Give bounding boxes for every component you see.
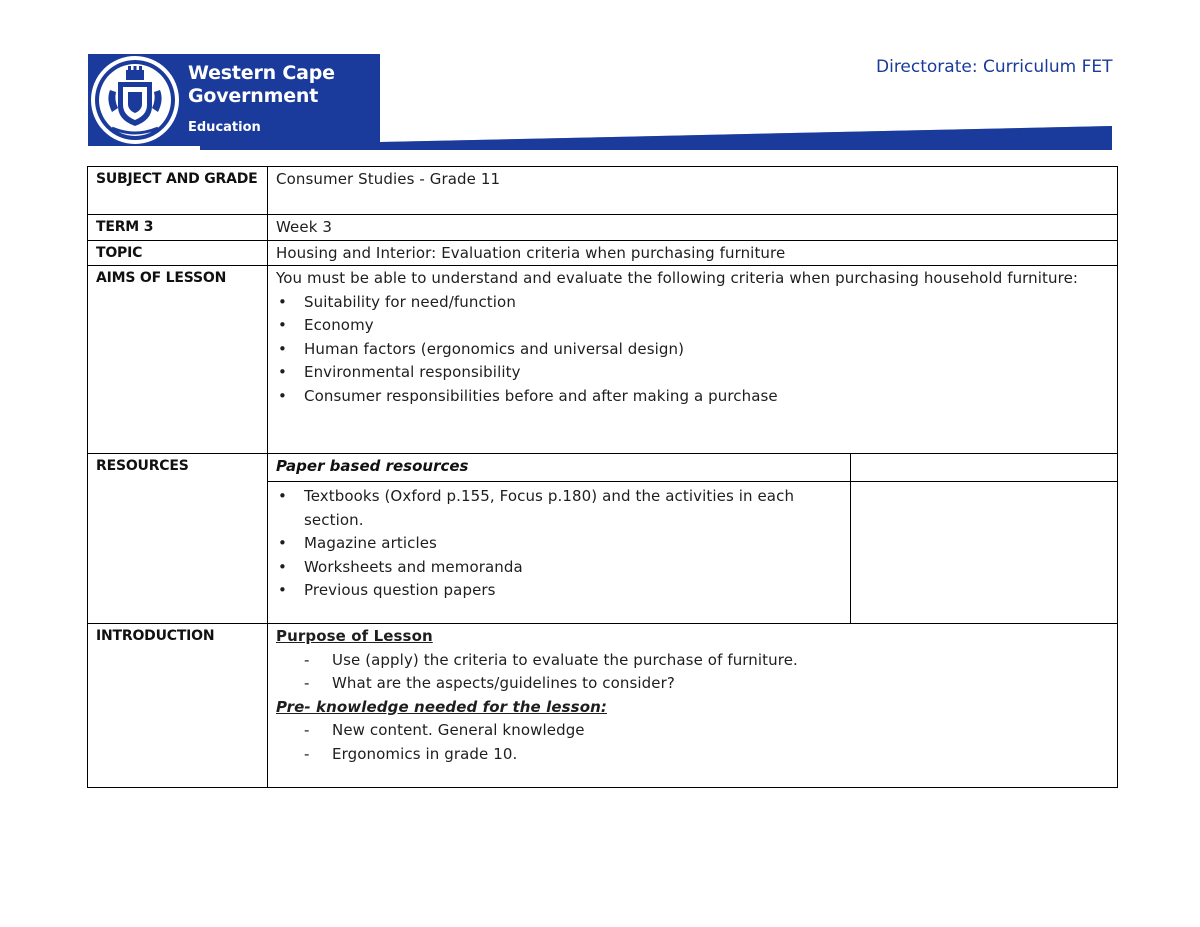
list-item: • Consumer responsibilities before and after making a purchase [276,385,1109,409]
subject-value: Consumer Studies - Grade 11 [268,167,1118,215]
purpose-list [276,649,1109,696]
list-item: • Suitability for need/function [276,291,1109,315]
resources-empty-cell [851,454,1117,482]
subject-label: SUBJECT AND GRADE [88,167,268,215]
document-header [0,0,1200,160]
coat-of-arms-icon [88,54,182,146]
directorate-label: Directorate: Curriculum FET [876,57,1113,77]
row-topic [88,240,1118,266]
resources-inner-table [268,454,1117,623]
topic-value: Housing and Interior: Evaluation criteria when purchasing furniture [268,240,1118,266]
purpose-heading: Purpose of Lesson [276,627,433,645]
aims-content [268,266,1118,454]
introduction-content [268,624,1118,788]
list-item: • Environmental responsibility [276,361,1109,385]
list-item: - Ergonomics in grade 10. [276,743,1109,767]
list-item: • Economy [276,314,1109,338]
topic-label: TOPIC [88,240,268,266]
list-item: • Textbooks (Oxford p.155, Focus p.180) and the activities in each section. [276,485,842,532]
row-introduction [88,624,1118,788]
row-subject [88,167,1118,215]
list-item: • Human factors (ergonomics and universal design) [276,338,1109,362]
aims-list [276,291,1109,409]
logo-subtitle: Education [188,120,261,135]
row-term [88,215,1118,241]
list-item: • Magazine articles [276,532,842,556]
resources-label: RESOURCES [88,454,268,624]
logo-title-line2: Government [188,85,319,107]
resources-list-cell [268,482,851,624]
list-item: • Previous question papers [276,579,842,603]
logo-title-line1: Western Cape [188,62,335,84]
term-value: Week 3 [268,215,1118,241]
list-item: - What are the aspects/guidelines to consider? [276,672,1109,696]
list-item: - New content. General knowledge [276,719,1109,743]
preknowledge-heading: Pre- knowledge needed for the lesson: [276,697,607,716]
aims-intro: You must be able to understand and evaluate the following criteria when purchasing household furniture: [276,269,1079,287]
list-item: - Use (apply) the criteria to evaluate the purchase of furniture. [276,649,1109,673]
resources-content [268,454,1118,624]
term-label: TERM 3 [88,215,268,241]
logo-title [188,62,335,108]
introduction-label: INTRODUCTION [88,624,268,788]
header-swoosh-bar [200,120,1112,152]
preknowledge-list [276,719,1109,766]
resources-heading: Paper based resources [268,454,851,482]
lesson-plan-table [87,166,1118,788]
aims-label: AIMS OF LESSON [88,266,268,454]
row-aims [88,266,1118,454]
resources-list [276,485,842,603]
row-resources [88,454,1118,624]
list-item: • Worksheets and memoranda [276,556,842,580]
resources-empty-cell-2 [851,482,1117,624]
